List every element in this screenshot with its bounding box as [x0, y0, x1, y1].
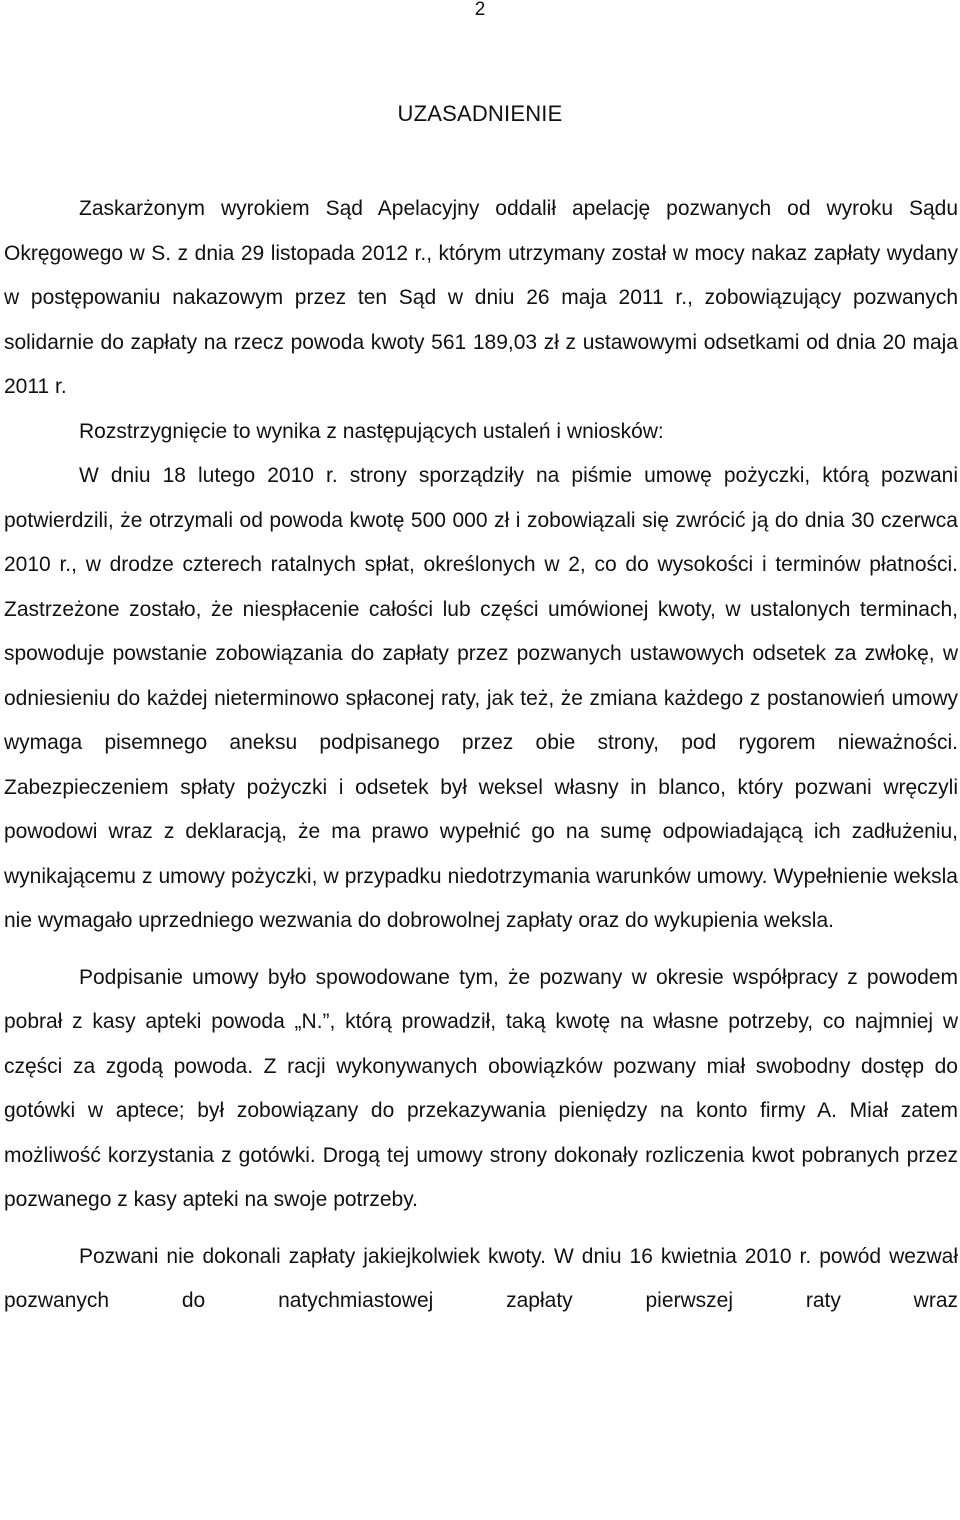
document-body	[4, 187, 958, 1324]
paragraph-loan-agreement: W dniu 18 lutego 2010 r. strony sporządziły na piśmie umowę pożyczki, którą pozwani potwierdzili, że otrzymali od powoda kwotę 500 000 zł i zobowiązali się zwrócić ją do dnia 30 czerwca 2010 r., w drodze czterech ratalnych spłat, określonych w 2, co do wysokości i terminów płatności. Zastrzeżone zostało, że niespłacenie całości lub części umówionej kwoty, w ustalonych terminach, spowoduje powstanie zobowiązania do zapłaty przez pozwanych ustawowych odsetek za zwłokę, w odniesieniu do każdej nieterminowo spłaconej raty, jak też, że zmiana każdego z postanowień umowy wymaga pisemnego aneksu podpisanego przez obie strony, pod rygorem nieważności. Zabezpieczeniem spłaty pożyczki i odsetek był weksel własny in blanco, który pozwani wręczyli powodowi wraz z deklaracją, że ma prawo wypełnić go na sumę odpowiadającą ich zadłużeniu, wynikającemu z umowy pożyczki, w przypadku niedotrzymania warunków umowy. Wypełnienie weksla nie wymagało uprzedniego wezwania do dobrowolnej zapłaty oraz do wykupienia weksla.	[4, 464, 958, 932]
paragraph-findings-intro: Rozstrzygnięcie to wynika z następujących ustaleń i wniosków:	[79, 419, 664, 443]
page-number: 2	[474, 0, 486, 20]
document-heading: UZASADNIENIE	[397, 101, 563, 126]
paragraph-payment-demand: Pozwani nie dokonali zapłaty jakiejkolwiek kwoty. W dniu 16 kwietnia 2010 r. powód wezwał pozwanych do natychmiastowej zapłaty pierwszej raty wraz	[4, 1244, 958, 1312]
paragraph-agreement-reason: Podpisanie umowy było spowodowane tym, że pozwany w okresie współpracy z powodem pobrał z kasy apteki powoda „N.”, którą prowadził, taką kwotę na własne potrzeby, co najmniej w części za zgodą powoda. Z racji wykonywanych obowiązków pozwany miał swobodny dostęp do gotówki w aptece; był zobowiązany do przekazywania pieniędzy na konto firmy A. Miał zatem możliwość korzystania z gotówki. Drogą tej umowy strony dokonały rozliczenia kwot pobranych przez pozwanego z kasy apteki na swoje potrzeby.	[4, 965, 958, 1211]
paragraph-judgment-summary: Zaskarżonym wyrokiem Sąd Apelacyjny oddalił apelację pozwanych od wyroku Sądu Okręgowego w S. z dnia 29 listopada 2012 r., którym utrzymany został w mocy nakaz zapłaty wydany w postępowaniu nakazowym przez ten Sąd w dniu 26 maja 2011 r., zobowiązujący pozwanych solidarnie do zapłaty na rzecz powoda kwoty 561 189,03 zł z ustawowymi odsetkami od dnia 20 maja 2011 r.	[4, 197, 958, 398]
